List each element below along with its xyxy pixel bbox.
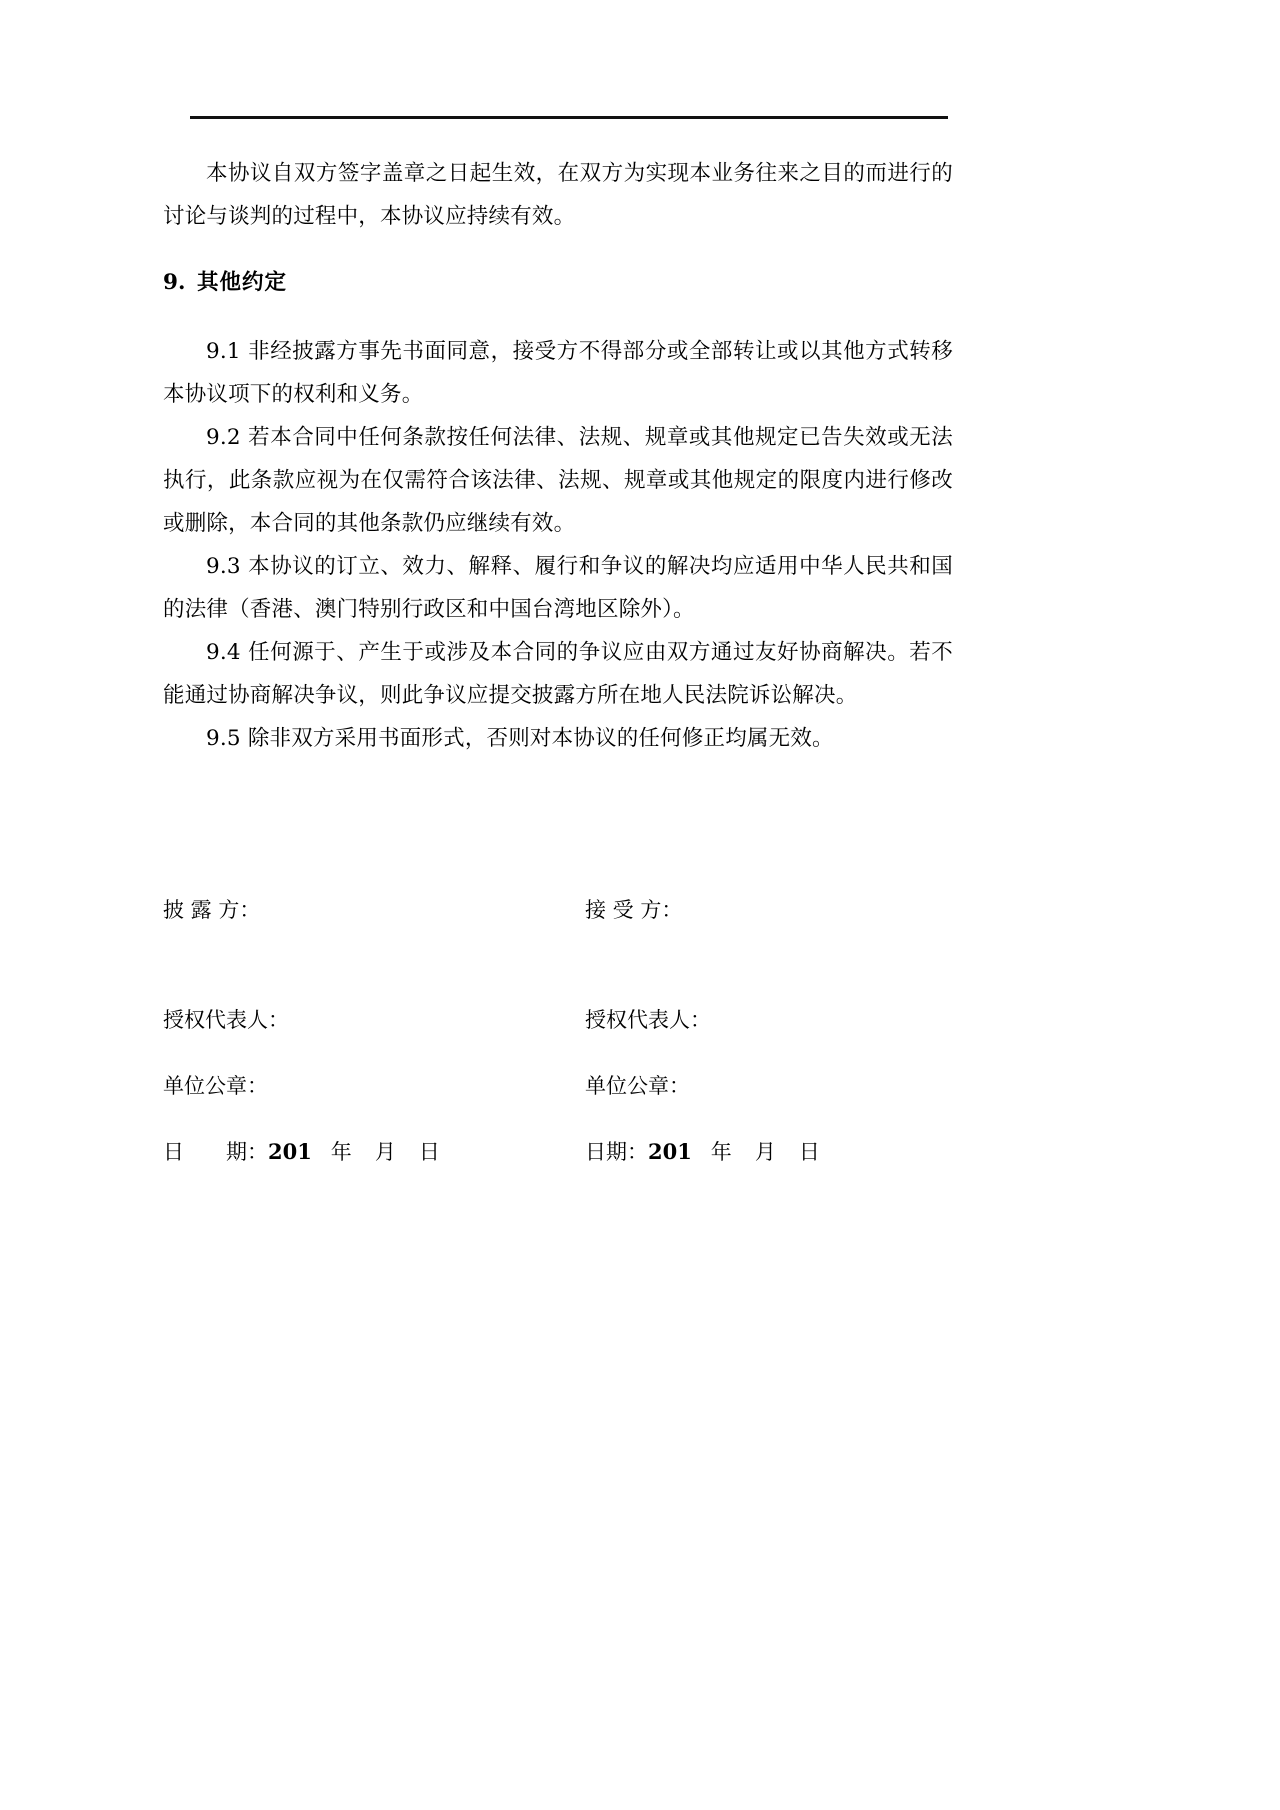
- header-divider-rule: [190, 116, 948, 119]
- signature-row-date: [163, 1137, 963, 1167]
- signature-row-party: [163, 895, 963, 925]
- right-authorized-representative-label: 授权代表人：: [585, 1008, 711, 1032]
- signature-col-left-representative: [163, 1005, 585, 1035]
- section-number: 9.: [163, 270, 186, 295]
- right-date-day-unit: 日: [798, 1140, 820, 1164]
- signature-row-seal: [163, 1071, 963, 1101]
- spacer-after-intro: [163, 238, 953, 268]
- section-title: 其他约定: [197, 270, 288, 295]
- right-date-month-unit: 月: [754, 1140, 776, 1164]
- clause-9-3: 9.3 本协议的订立、效力、解释、履行和争议的解决均应适用中华人民共和国的法律（香港、澳门特别行政区和中国台湾地区除外）。: [163, 554, 953, 622]
- clause-9-1: 9.1 非经披露方事先书面同意，接受方不得部分或全部转让或以其他方式转移本协议项下的权利和义务。: [163, 339, 953, 407]
- receiving-party-label: 接 受 方：: [585, 898, 683, 922]
- spacer-signature-3: [163, 1101, 963, 1137]
- left-date-year-value: 201: [268, 1139, 312, 1164]
- signature-col-right-seal: [585, 1071, 963, 1101]
- signature-col-left-date: [163, 1137, 585, 1167]
- left-company-seal-label: 单位公章：: [163, 1074, 268, 1098]
- left-date-month-unit: 月: [374, 1140, 396, 1164]
- clause-list: [163, 330, 953, 760]
- right-date-year-value: 201: [648, 1139, 692, 1164]
- clause-9-2: 9.2 若本合同中任何条款按任何法律、法规、规章或其他规定已告失效或无法执行，此条款应视为在仅需符合该法律、法规、规章或其他规定的限度内进行修改或删除，本合同的其他条款仍应继续有效。: [163, 425, 953, 536]
- spacer-after-heading: [163, 298, 953, 330]
- left-authorized-representative-label: 授权代表人：: [163, 1008, 289, 1032]
- left-date-line: [163, 1140, 440, 1164]
- section-heading-9: [163, 268, 953, 298]
- right-company-seal-label: 单位公章：: [585, 1074, 690, 1098]
- clause-9-5: 9.5 除非双方采用书面形式，否则对本协议的任何修正均属无效。: [206, 726, 834, 751]
- right-date-line: [585, 1140, 820, 1164]
- disclosing-party-label: 披 露 方：: [163, 898, 261, 922]
- left-date-year-unit: 年: [330, 1140, 352, 1164]
- left-date-label-suffix: 期：: [226, 1140, 268, 1164]
- spacer-signature-2: [163, 1035, 963, 1071]
- left-date-day-unit: 日: [418, 1140, 440, 1164]
- intro-paragraph: 本协议自双方签字盖章之日起生效，在双方为实现本业务往来之目的而进行的讨论与谈判的过程中，本协议应持续有效。: [163, 161, 953, 229]
- signature-block: [163, 895, 963, 1167]
- signature-col-left-party: [163, 895, 585, 925]
- signature-row-representative: [163, 1005, 963, 1035]
- document-body: [163, 152, 953, 760]
- left-date-label-prefix: 日: [163, 1140, 184, 1164]
- signature-col-left-seal: [163, 1071, 585, 1101]
- spacer-signature-1: [163, 925, 963, 1005]
- signature-col-right-party: [585, 895, 963, 925]
- clause-9-4: 9.4 任何源于、产生于或涉及本合同的争议应由双方通过友好协商解决。若不能通过协商解决争议，则此争议应提交披露方所在地人民法院诉讼解决。: [163, 640, 953, 708]
- right-date-label: 日期：: [585, 1140, 648, 1164]
- signature-col-right-date: [585, 1137, 963, 1167]
- right-date-year-unit: 年: [710, 1140, 732, 1164]
- signature-col-right-representative: [585, 1005, 963, 1035]
